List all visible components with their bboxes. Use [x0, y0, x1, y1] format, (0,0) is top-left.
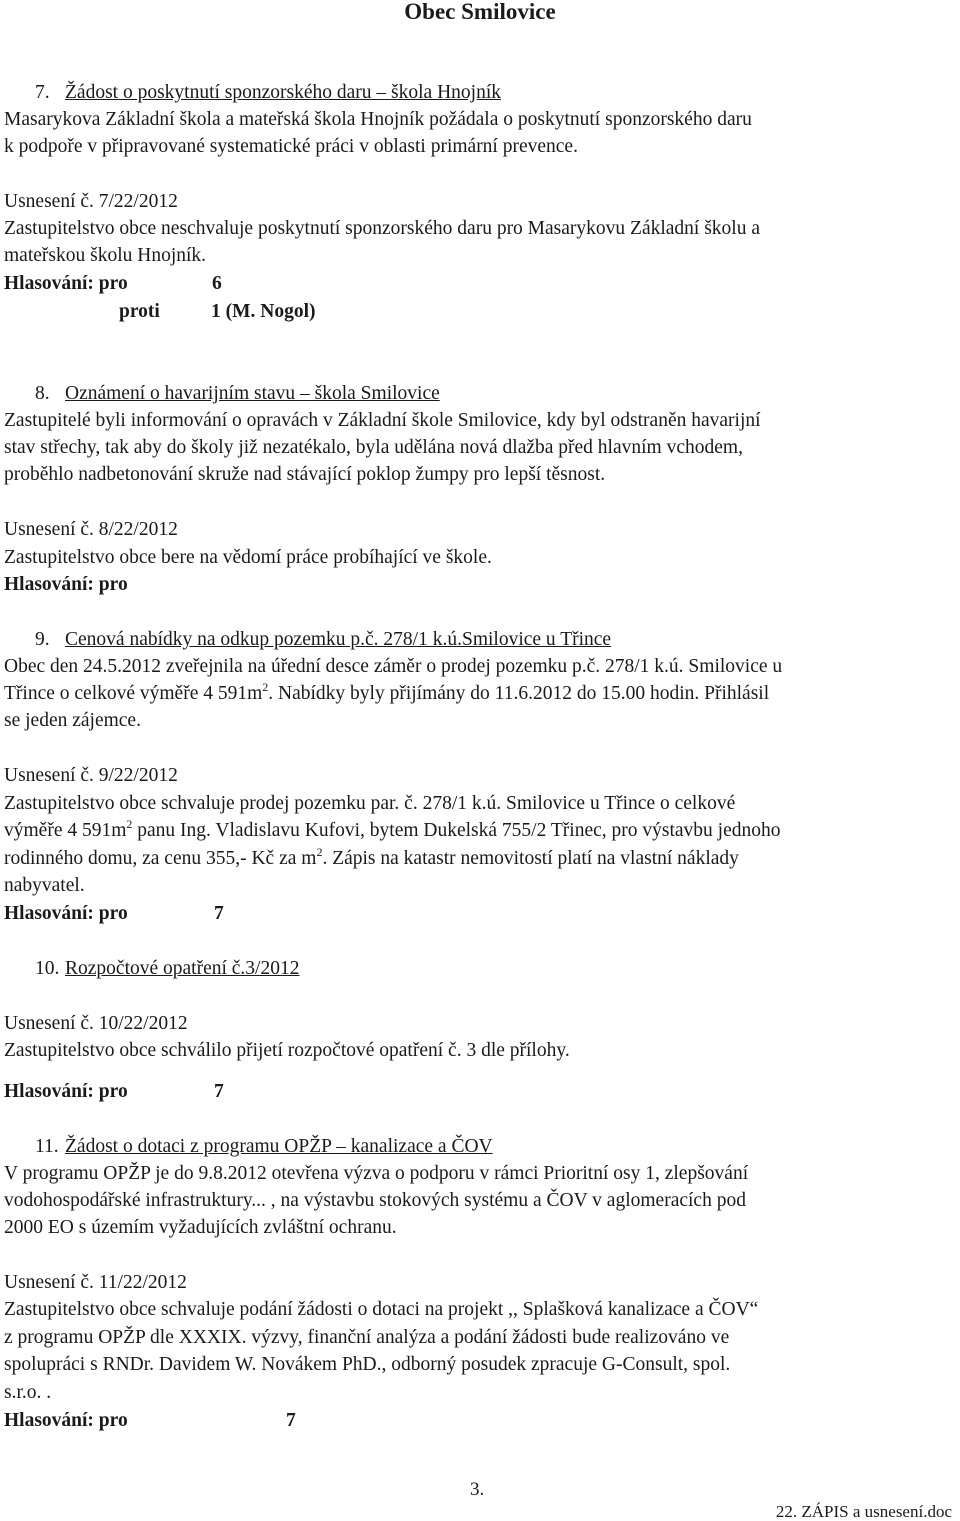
vote-line [4, 1082, 224, 1102]
section-title: Rozpočtové opatření č.3/2012 [65, 958, 300, 979]
vote-label: Hlasování: pro [4, 574, 128, 595]
resolution-line [4, 845, 739, 869]
resolution-number: Usnesení č. 8/22/2012 [4, 519, 178, 540]
superscript: 2 [126, 817, 133, 831]
resolution-number: Usnesení č. 7/22/2012 [4, 191, 178, 212]
section-number: 11. [35, 1136, 59, 1157]
section-7-heading [35, 83, 501, 103]
paragraph-line: stav střechy, tak aby do školy již nezatékalo, byla udělána nová dlažba před hlavním vchodem, [4, 437, 743, 458]
section-title: Cenová nabídky na odkup pozemku p.č. 278/1 k.ú.Smilovice u Třince [65, 629, 612, 650]
resolution-line [4, 817, 781, 841]
resolution-line: Zastupitelstvo obce schválilo přijetí rozpočtové opatření č. 3 dle přílohy. [4, 1040, 570, 1061]
vote-against-line [119, 302, 316, 322]
page-number: 3. [470, 1479, 485, 1500]
text-segment: rodinného domu, za cenu 355,- Kč za m [4, 848, 317, 869]
resolution-line: spolupráci s RNDr. Davidem W. Novákem PhD., odborný posudek zpracuje G-Consult, spol. [4, 1354, 731, 1375]
document-filename: 22. ZÁPIS a usnesení.doc [775, 1502, 952, 1521]
resolution-line: z programu OPŽP dle XXXIX. výzvy, finanční analýza a podání žádosti bude realizováno ve [4, 1327, 730, 1348]
vote-label: Hlasování: pro [4, 903, 128, 924]
section-number: 9. [35, 629, 50, 650]
text-segment: . Zápis na katastr nemovitostí platí na vlastní náklady [322, 848, 739, 869]
resolution-line: Zastupitelstvo obce bere na vědomí práce probíhající ve škole. [4, 547, 492, 568]
vote-line [4, 274, 222, 294]
vote-label: Hlasování: pro [4, 273, 128, 294]
text-segment: výměře 4 591m [4, 820, 127, 841]
paragraph-line: se jeden zájemce. [4, 710, 141, 731]
resolution-number: Usnesení č. 9/22/2012 [4, 765, 178, 786]
paragraph-line: vodohospodářské infrastruktury... , na výstavbu stokových systému a ČOV v aglomeracích pod [4, 1190, 746, 1211]
resolution-line: mateřskou školu Hnojník. [4, 245, 207, 266]
section-title: Žádost o poskytnutí sponzorského daru – škola Hnojník [65, 82, 501, 103]
paragraph-line: Zastupitelé byli informování o opravách v Základní škole Smilovice, kdy byl odstraněn havarijní [4, 410, 761, 431]
resolution-line: Zastupitelstvo obce schvaluje podání žádosti o dotaci na projekt ,, Splašková kanalizace a ČOV“ [4, 1299, 759, 1320]
section-number: 8. [35, 383, 50, 404]
resolution-number: Usnesení č. 10/22/2012 [4, 1013, 188, 1034]
paragraph-line: Obec den 24.5.2012 zveřejnila na úřední desce záměr o prodej pozemku p.č. 278/1 k.ú. Smilovice u [4, 656, 783, 677]
document-title: Obec Smilovice [404, 0, 556, 24]
vote-pro-count: 7 [286, 1410, 296, 1431]
paragraph-line: k podpoře v připravované systematické práci v oblasti primární prevence. [4, 136, 578, 157]
paragraph-line: V programu OPŽP je do 9.8.2012 otevřena výzva o podporu v rámci Prioritní osy 1, zlepšování [4, 1163, 749, 1184]
vote-pro-count: 7 [214, 1081, 224, 1102]
vote-pro-count: 7 [214, 903, 224, 924]
vote-against-label: proti [119, 301, 160, 322]
resolution-line: Zastupitelstvo obce schvaluje prodej pozemku par. č. 278/1 k.ú. Smilovice u Třince o celkové [4, 793, 736, 814]
vote-label: Hlasování: pro [4, 1081, 128, 1102]
paragraph-line: 2000 EO s územím vyžadujících zvláštní ochranu. [4, 1217, 397, 1238]
vote-line [4, 904, 224, 924]
superscript: 2 [262, 680, 269, 694]
vote-label: Hlasování: pro [4, 1410, 128, 1431]
paragraph-line: Masarykova Základní škola a mateřská škola Hnojník požádala o poskytnutí sponzorského daru [4, 109, 752, 130]
section-title: Oznámení o havarijním stavu – škola Smilovice [65, 383, 440, 404]
text-segment: . Nabídky byly přijímány do 11.6.2012 do 15.00 hodin. Přihlásil [268, 683, 770, 704]
section-11-heading [35, 1137, 493, 1157]
resolution-number: Usnesení č. 11/22/2012 [4, 1272, 187, 1293]
section-number: 7. [35, 82, 50, 103]
section-8-heading [35, 384, 440, 404]
paragraph-line [4, 680, 770, 704]
superscript: 2 [316, 845, 323, 859]
resolution-line: nabyvatel. [4, 875, 85, 896]
text-segment: panu Ing. Vladislavu Kufovi, bytem Dukelská 755/2 Třinec, pro výstavbu jednoho [132, 820, 781, 841]
text-segment: Třince o celkové výměře 4 591m [4, 683, 263, 704]
vote-line [4, 1411, 296, 1431]
vote-pro-count: 6 [212, 273, 222, 294]
paragraph-line: proběhlo nadbetonování skruže nad stávající poklop žumpy pro lepší těsnost. [4, 464, 606, 485]
resolution-line: s.r.o. . [4, 1382, 52, 1403]
section-number: 10. [35, 958, 60, 979]
section-10-heading [35, 959, 299, 979]
section-9-heading [35, 630, 611, 650]
vote-against-count: 1 (M. Nogol) [211, 301, 316, 322]
resolution-line: Zastupitelstvo obce neschvaluje poskytnutí sponzorského daru pro Masarykovu Základní školu a [4, 218, 761, 239]
section-title: Žádost o dotaci z programu OPŽP – kanalizace a ČOV [65, 1136, 493, 1157]
